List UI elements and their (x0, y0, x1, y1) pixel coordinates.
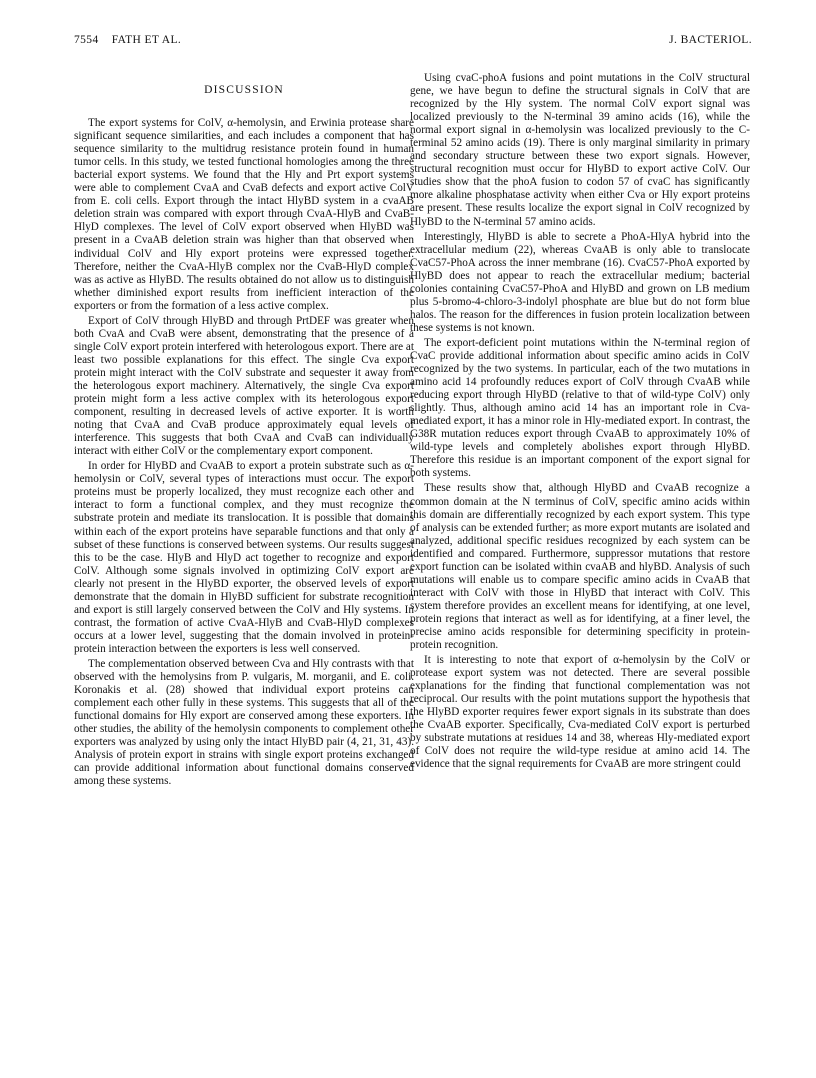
left-column (74, 72, 414, 790)
paragraph: It is interesting to note that export of α-hemolysin by the ColV or protease export system was not detected. There are several possible explanations for the finding that functional complementation was not reciprocal. Our results with the point mutations support the hypothesis that the HlyBD exporter requires fewer export signals in its substrate than does the CvaAB exporter. Specifically, Cva-mediated ColV export is perturbed by substrate mutations at residues 14 and 38, whereas Hly-mediated export of ColV does not require the wild-type residue at amino acid 14. The evidence that the signal requirements for CvaAB are more stringent could (410, 654, 750, 771)
section-heading-discussion: DISCUSSION (204, 84, 284, 96)
page-number: 7554 (74, 34, 99, 46)
paragraph: The export-deficient point mutations within the N-terminal region of CvaC provide additional information about specific amino acids in ColV recognized by the two systems. In particular, each of the two mutations in amino acid 14 profoundly reduces export of ColV through CvaAB while reducing export through HlyBD (relative to that of wild-type ColV) only slightly. Thus, although amino acid 14 has an important role in Cva-mediated export, it has a minor role in Hly-mediated export. In contrast, the G38R mutation reduces export through CvaAB to approximately 10% of wild-type levels and completely abolishes export through HlyBD. Therefore this residue is an important component of the export signal for both systems. (410, 336, 750, 480)
paragraph: In order for HlyBD and CvaAB to export a protein substrate such as α-hemolysin or ColV, several types of interactions must occur. The export proteins must be properly localized, they must recognize each other and interact to form a functional complex, and they must recognize the substrate protein and mediate its translocation. It is possible that domains within each of the export proteins have separable functions and that only a subset of these functions is conserved between systems. Our results suggest this to be the case. HlyB and HlyD act together to recognize and export ColV. Although some signals involved in optimizing ColV export are clearly not present in the HlyBD exporter, the observed levels of export demonstrate that the domain in HlyBD sufficient for substrate recognition and export is still largely conserved between the ColV and Hly systems. In contrast, the formation of active CvaA-HlyB and CvaB-HlyD complexes occurs at a lower level, suggesting that the domain involved in protein-protein interaction between the exporters is less well conserved. (74, 460, 414, 655)
paragraph: The export systems for ColV, α-hemolysin, and Erwinia protease share significant sequence similarities, and each includes a component that has sequence similarity to the multidrug resistance protein found in human tumor cells. In this study, we tested functional homologies among the three bacterial export systems. We found that the Hly and Prt export systems were able to complement CvaA and CvaB defects and export active ColV from E. coli cells. Export through the intact HlyBD system in a cvaAB deletion strain was compared with export through CvaA-HlyB and CvaB-HlyD complexes. The level of ColV export observed when HlyBD was present in a CvaAB deletion strain was higher than that observed when individual ColV and Hly export proteins were expressed together. Therefore, neither the CvaA-HlyB complex nor the CvaB-HlyD complex was as active as HlyBD. The results obtained do not allow us to distinguish whether diminished export results from inefficient interaction of the exporters or from the formation of a less active complex. (74, 117, 414, 312)
right-column (410, 72, 750, 773)
paragraph: Using cvaC-phoA fusions and point mutations in the ColV structural gene, we have begun to define the structural signals in ColV that are recognized by the Hly system. The normal ColV export signal was localized previously to the N-terminal 39 amino acids (16), while the normal export signal in α-hemolysin was localized previously to the C-terminal 52 amino acids (19). There is only marginal similarity in primary and secondary structure between these two export signals. However, structural recognition must occur for HlyBD to export active ColV. Our studies show that the phoA fusion to codon 57 of cvaC has significantly more alkaline phosphatase activity when either Cva or Hly export proteins are present. These results localize the export signal in ColV recognized by HlyBD to the N-terminal 57 amino acids. (410, 72, 750, 228)
paragraph: The complementation observed between Cva and Hly contrasts with that observed with the hemolysins from P. vulgaris, M. morganii, and E. coli. Koronakis et al. (28) showed that individual export proteins can complement each other fully in these systems. This suggests that all of the functional domains for Hly export are conserved among these exporters. In other studies, the ability of the hemolysin components to complement other exporters was analyzed by using only the intact HlyBD pair (4, 21, 31, 43). Analysis of protein export in strains with single export proteins exchanged can provide additional information about functional domains conserved among these systems. (74, 657, 414, 788)
paragraph: Interestingly, HlyBD is able to secrete a PhoA-HlyA hybrid into the extracellular medium (22), whereas CvaAB is only able to translocate CvaC57-PhoA across the inner membrane (16). CvaC57-PhoA exported by HlyBD does not appear to reach the extracellular medium; bacterial colonies containing CvaC57-PhoA and HlyBD and grown on LB medium plus 5-bromo-4-chloro-3-indolyl phosphate are blue but do not form blue halos. The reason for the differences in fusion protein localization between these systems is not known. (410, 230, 750, 334)
running-header (74, 34, 752, 50)
journal-name: J. BACTERIOL. (669, 34, 752, 46)
paragraph: Export of ColV through HlyBD and through PrtDEF was greater when both CvaA and CvaB were absent, demonstrating that the presence of a single ColV export protein interfered with heterologous export. There are at least two possible explanations for this effect. The single Cva export protein might interact with the ColV substrate and sequester it away from the heterologous export machinery. Alternatively, the single Cva export protein might form a less active complex with its heterologous export component, resulting in decreased levels of active exporter. It is worth noting that CvaA and CvaB produce approximately equal levels of interference. This suggests that both CvaA and CvaB can individually interact with either ColV or the complementary export component. (74, 314, 414, 458)
header-left (74, 34, 181, 46)
paragraph: These results show that, although HlyBD and CvaAB recognize a common domain at the N terminus of ColV, specific amino acids within this domain are differentially recognized by each export system. This type of analysis can be extended further; as more export mutants are isolated and analyzed, additional specific residues recognized by each system can be identified and compared. Furthermore, suppressor mutations that restore export function can be isolated within cvaAB and hlyBD. Analysis of such mutations will enable us to compare specific amino acids in CvaAB that interact with ColV with those in HlyBD that interact with ColV. This system therefore provides an excellent means for identifying, at one level, protein regions that interact as well as for identifying, at a finer level, the precise amino acids responsible for determining specificity in protein-protein recognition. (410, 482, 750, 652)
running-authors: FATH ET AL. (111, 34, 182, 46)
